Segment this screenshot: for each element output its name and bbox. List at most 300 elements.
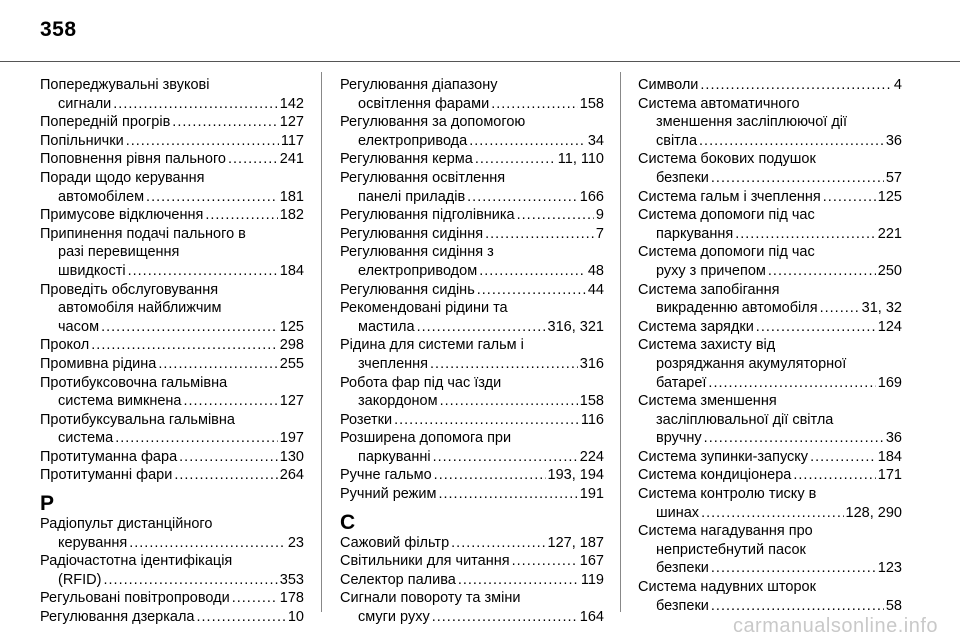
- column-divider: [620, 72, 621, 612]
- page-reference: 166: [579, 188, 604, 205]
- index-entry: [638, 578, 902, 615]
- entry-text: Радіопульт дистанційного: [40, 516, 213, 533]
- dot-leader: [469, 132, 586, 151]
- dot-leader: [174, 466, 277, 485]
- page-reference: 178: [279, 590, 304, 607]
- entry-text: Регулювання освітлення: [340, 169, 506, 186]
- entry-text: Сажовий фільтр: [340, 534, 450, 551]
- page-reference: 125: [279, 318, 304, 335]
- entry-last-line: [340, 552, 604, 571]
- index-column-3: [638, 76, 902, 615]
- entry-last-line: [638, 262, 902, 281]
- index-entry: [40, 589, 304, 608]
- page-reference: 48: [587, 262, 604, 279]
- entry-last-line: [638, 429, 902, 448]
- entry-last-line: [40, 429, 304, 448]
- page-reference: 184: [279, 262, 304, 279]
- page-reference: 127, 187: [547, 534, 604, 551]
- dot-leader: [183, 392, 277, 411]
- dot-leader: [158, 355, 277, 374]
- entry-text: Робота фар під час їзди: [340, 374, 502, 391]
- index-column-1: [40, 76, 304, 627]
- page-reference: 31, 32: [861, 300, 902, 317]
- entry-text: Попереджувальні звукові: [40, 77, 210, 93]
- index-entry: [638, 150, 902, 187]
- dot-leader: [711, 169, 884, 188]
- index-entry: [638, 76, 902, 95]
- index-entry: [340, 336, 604, 373]
- entry-text: Система допомоги під час: [638, 244, 815, 261]
- index-entry: [40, 76, 304, 113]
- index-entry: [638, 485, 902, 522]
- dot-leader: [104, 571, 278, 590]
- dot-leader: [756, 318, 876, 337]
- entry-text: (RFID): [58, 571, 102, 588]
- index-entry: [40, 411, 304, 448]
- entry-last-line: [340, 392, 604, 411]
- page-reference: 58: [885, 597, 902, 614]
- entry-text: Радіочастотна ідентифікація: [40, 553, 233, 570]
- page-reference: 44: [587, 281, 604, 298]
- page-reference: 23: [287, 534, 304, 551]
- entry-text: Регулювання керма: [340, 151, 473, 168]
- entry-last-line: [638, 169, 902, 188]
- index-entry: [340, 281, 604, 300]
- index-entry: [340, 429, 604, 466]
- dot-leader: [810, 448, 876, 467]
- entry-text: Регулювання дзеркала: [40, 609, 195, 626]
- entry-text: зменшення засліплюючої дії: [656, 114, 848, 131]
- dot-leader: [228, 150, 278, 169]
- entry-text: Ручний режим: [340, 486, 437, 503]
- entry-last-line: [40, 571, 304, 590]
- page-reference: 182: [279, 207, 304, 224]
- entry-last-line: [340, 225, 604, 244]
- column-divider: [321, 72, 322, 612]
- index-entry: [638, 206, 902, 243]
- dot-leader: [172, 113, 278, 132]
- entry-last-line: [638, 225, 902, 244]
- entry-text: безпеки: [656, 169, 709, 186]
- dot-leader: [434, 466, 546, 485]
- entry-text: світла: [656, 132, 698, 149]
- dot-leader: [113, 95, 278, 114]
- entry-text: закордоном: [358, 393, 438, 410]
- entry-text: Прокол: [40, 337, 90, 354]
- page-reference: 158: [579, 95, 604, 112]
- entry-text: Система надувних шторок: [638, 579, 816, 596]
- index-entry: [340, 411, 604, 430]
- page-reference: 34: [587, 132, 604, 149]
- page-reference: 119: [580, 571, 604, 588]
- page-reference: 117: [280, 132, 304, 149]
- page-reference: 241: [279, 151, 304, 168]
- page-reference: 123: [877, 560, 902, 577]
- index-entry: [340, 299, 604, 336]
- entry-text: Протитуманні фари: [40, 467, 173, 484]
- entry-text: Протибуксовочна гальмівна: [40, 374, 228, 391]
- entry-last-line: [340, 132, 604, 151]
- dot-leader: [179, 448, 278, 467]
- dot-leader: [491, 95, 578, 114]
- index-entry: [40, 336, 304, 355]
- index-entry: [638, 281, 902, 318]
- entry-text: паркуванні: [358, 448, 431, 465]
- page-reference: 250: [877, 262, 902, 279]
- entry-text: Розетки: [340, 411, 393, 428]
- entry-text: Система гальм і зчеплення: [638, 188, 821, 205]
- dot-leader: [451, 534, 545, 553]
- entry-last-line: [340, 281, 604, 300]
- index-entry: [340, 150, 604, 169]
- entry-text: Система бокових подушок: [638, 151, 816, 168]
- index-column-2: [340, 76, 604, 627]
- index-entry: [40, 225, 304, 281]
- dot-leader: [115, 429, 278, 448]
- page-reference: 11, 110: [557, 151, 604, 168]
- entry-text: Протитуманна фара: [40, 448, 178, 465]
- dot-leader: [704, 429, 884, 448]
- index-entry: [40, 281, 304, 337]
- dot-leader: [432, 608, 578, 627]
- entry-text: Система запобігання: [638, 281, 780, 298]
- dot-leader: [128, 262, 278, 281]
- dot-leader: [711, 597, 884, 616]
- dot-leader: [479, 262, 586, 281]
- entry-last-line: [40, 589, 304, 608]
- entry-text: руху з причепом: [656, 262, 766, 279]
- entry-last-line: [340, 485, 604, 504]
- dot-leader: [440, 392, 578, 411]
- entry-text: Припинення подачі пального в: [40, 225, 246, 242]
- entry-text: засліплювальної дії світла: [656, 411, 834, 428]
- dot-leader: [485, 225, 594, 244]
- entry-last-line: [340, 206, 604, 225]
- entry-text: Система зменшення: [638, 393, 777, 410]
- entry-text: швидкості: [58, 262, 126, 279]
- entry-text: керування: [58, 534, 128, 551]
- index-entry: [40, 374, 304, 411]
- entry-text: непристебнутий пасок: [656, 541, 806, 558]
- entry-text: Система кондиціонера: [638, 467, 792, 484]
- dot-leader: [438, 485, 577, 504]
- entry-last-line: [340, 448, 604, 467]
- entry-text: Система допомоги під час: [638, 207, 815, 224]
- entry-last-line: [638, 299, 902, 318]
- entry-last-line: [40, 206, 304, 225]
- page-reference: 184: [877, 448, 902, 465]
- entry-text: шинах: [656, 504, 700, 521]
- entry-text: система: [58, 430, 114, 447]
- dot-leader: [820, 299, 860, 318]
- page-reference: 127: [279, 393, 304, 410]
- entry-last-line: [40, 262, 304, 281]
- entry-last-line: [40, 188, 304, 207]
- index-entry: [638, 466, 902, 485]
- entry-text: Система зарядки: [638, 318, 754, 335]
- page-reference: 9: [595, 207, 604, 224]
- dot-leader: [517, 206, 594, 225]
- dot-leader: [196, 608, 285, 627]
- index-entry: [40, 169, 304, 206]
- dot-leader: [91, 336, 278, 355]
- index-entry: [40, 132, 304, 151]
- entry-text: автомобілем: [58, 188, 145, 205]
- page-reference: 255: [279, 355, 304, 372]
- entry-text: Рідина для системи гальм і: [340, 337, 524, 354]
- entry-text: часом: [58, 318, 100, 335]
- entry-last-line: [340, 262, 604, 281]
- entry-last-line: [638, 76, 902, 95]
- entry-text: зчеплення: [358, 355, 429, 372]
- index-entry: [40, 113, 304, 132]
- entry-last-line: [340, 318, 604, 337]
- entry-text: автомобіля найближчим: [58, 300, 222, 317]
- entry-text: Селектор палива: [340, 571, 456, 588]
- entry-text: система вимкнена: [58, 393, 182, 410]
- entry-text: сигнали: [58, 95, 112, 112]
- entry-last-line: [40, 336, 304, 355]
- entry-text: мастила: [358, 318, 415, 335]
- page-reference: 7: [595, 225, 604, 242]
- dot-leader: [735, 225, 876, 244]
- entry-last-line: [340, 466, 604, 485]
- page-reference: 36: [885, 132, 902, 149]
- entry-text: Попільнички: [40, 132, 124, 149]
- entry-text: Регулювання сидіння з: [340, 244, 494, 261]
- dot-leader: [146, 188, 278, 207]
- entry-text: Регулювання діапазону: [340, 77, 498, 93]
- dot-leader: [394, 411, 579, 430]
- index-entry: [40, 608, 304, 627]
- page-reference: 264: [279, 467, 304, 484]
- index-entry: [40, 552, 304, 589]
- entry-text: Система захисту від: [638, 337, 776, 354]
- dot-leader: [129, 534, 286, 553]
- entry-last-line: [638, 188, 902, 207]
- index-entry: [340, 225, 604, 244]
- page-reference: 298: [279, 337, 304, 354]
- entry-last-line: [340, 188, 604, 207]
- entry-text: Розширена допомога при: [340, 430, 512, 447]
- dot-leader: [477, 281, 586, 300]
- entry-text: Поповнення рівня пального: [40, 151, 226, 168]
- dot-leader: [512, 552, 578, 571]
- index-entry: [638, 448, 902, 467]
- entry-last-line: [40, 534, 304, 553]
- page-reference: 36: [885, 430, 902, 447]
- entry-last-line: [40, 150, 304, 169]
- entry-text: Регулювання за допомогою: [340, 114, 526, 131]
- index-entry: [340, 76, 604, 113]
- page-reference: 224: [579, 448, 604, 465]
- page-reference: 124: [877, 318, 902, 335]
- dot-leader: [768, 262, 876, 281]
- index-entry: [40, 150, 304, 169]
- page-reference: 197: [279, 430, 304, 447]
- entry-text: безпеки: [656, 597, 709, 614]
- dot-leader: [232, 589, 278, 608]
- page-reference: 193, 194: [547, 467, 604, 484]
- entry-text: Рекомендовані рідини та: [340, 300, 508, 317]
- page-reference: 164: [579, 609, 604, 626]
- entry-text: панелі приладів: [358, 188, 466, 205]
- entry-text: розряджання акумуляторної: [656, 355, 847, 372]
- page-reference: 130: [279, 448, 304, 465]
- entry-text: Система автоматичного: [638, 95, 800, 112]
- dot-leader: [430, 355, 578, 374]
- index-entry: [40, 448, 304, 467]
- entry-text: Сигнали повороту та зміни: [340, 590, 521, 607]
- page-reference: 353: [279, 571, 304, 588]
- dot-leader: [205, 206, 277, 225]
- index-entry: [638, 243, 902, 280]
- entry-last-line: [340, 411, 604, 430]
- index-entry: [340, 485, 604, 504]
- entry-text: Ручне гальмо: [340, 467, 432, 484]
- index-entry: [40, 515, 304, 552]
- section-letter: С: [340, 510, 356, 534]
- section-letter: Р: [40, 492, 55, 516]
- dot-leader: [417, 318, 546, 337]
- entry-last-line: [340, 95, 604, 114]
- entry-text: Протибуксувальна гальмівна: [40, 411, 235, 428]
- dot-leader: [467, 188, 578, 207]
- index-entry: [40, 355, 304, 374]
- page-reference: 125: [877, 188, 902, 205]
- entry-last-line: [40, 113, 304, 132]
- index-entry: [638, 318, 902, 337]
- entry-last-line: [638, 597, 902, 616]
- entry-text: смуги руху: [358, 609, 430, 626]
- entry-text: Система контролю тиску в: [638, 486, 817, 503]
- entry-text: Система нагадування про: [638, 523, 813, 540]
- index-entry: [340, 169, 604, 206]
- index-entry: [638, 95, 902, 151]
- dot-leader: [700, 76, 892, 95]
- dot-leader: [458, 571, 579, 590]
- entry-text: викраденню автомобіля: [656, 300, 818, 317]
- page-reference: 4: [893, 77, 902, 93]
- index-entry: [40, 206, 304, 225]
- entry-last-line: [340, 534, 604, 553]
- entry-text: електроприводом: [358, 262, 478, 279]
- dot-leader: [475, 150, 556, 169]
- entry-text: Символи: [638, 77, 699, 93]
- watermark: carmanualsonline.info: [732, 615, 938, 637]
- entry-last-line: [40, 95, 304, 114]
- dot-leader: [701, 504, 843, 523]
- index-entry: [340, 374, 604, 411]
- entry-last-line: [340, 571, 604, 590]
- page-reference: 316, 321: [547, 318, 604, 335]
- page-reference: 316: [579, 355, 604, 372]
- index-entry: [340, 243, 604, 280]
- page-reference: 167: [579, 553, 604, 570]
- page-reference: 191: [579, 486, 604, 503]
- entry-text: електропривода: [358, 132, 468, 149]
- dot-leader: [699, 132, 884, 151]
- index-entry: [340, 534, 604, 553]
- entry-text: разі перевищення: [58, 244, 180, 261]
- index-entry: [340, 589, 604, 626]
- entry-last-line: [638, 318, 902, 337]
- index-entry: [638, 188, 902, 207]
- index-entry: [340, 113, 604, 150]
- entry-last-line: [638, 374, 902, 393]
- entry-text: Примусове відключення: [40, 207, 204, 224]
- entry-last-line: [638, 466, 902, 485]
- dot-leader: [711, 559, 876, 578]
- entry-last-line: [40, 132, 304, 151]
- entry-last-line: [340, 150, 604, 169]
- dot-leader: [823, 188, 876, 207]
- page-reference: 221: [877, 225, 902, 242]
- page-reference: 171: [877, 467, 902, 484]
- entry-text: Регулювання підголівника: [340, 207, 515, 224]
- index-entry: [340, 571, 604, 590]
- entry-text: Світильники для читання: [340, 553, 510, 570]
- page-number: 358: [40, 18, 77, 41]
- page-reference: 116: [580, 411, 604, 428]
- entry-text: вручну: [656, 430, 702, 447]
- entry-text: Регулювання сидінь: [340, 281, 475, 298]
- index-entry: [638, 336, 902, 392]
- entry-text: безпеки: [656, 560, 709, 577]
- dot-leader: [793, 466, 875, 485]
- page-reference: 127: [279, 114, 304, 131]
- page-reference: 128, 290: [845, 504, 902, 521]
- entry-last-line: [40, 318, 304, 337]
- entry-text: Промивна рідина: [40, 355, 157, 372]
- index-entry: [638, 522, 902, 578]
- dot-leader: [433, 448, 578, 467]
- dot-leader: [126, 132, 279, 151]
- entry-last-line: [638, 132, 902, 151]
- entry-text: Регульовані повітропроводи: [40, 590, 230, 607]
- page-reference: 10: [287, 609, 304, 626]
- entry-last-line: [340, 355, 604, 374]
- entry-last-line: [40, 355, 304, 374]
- entry-text: батареї: [656, 374, 707, 391]
- entry-text: Система зупинки-запуску: [638, 448, 809, 465]
- page-reference: 57: [885, 169, 902, 186]
- index-entry: [340, 466, 604, 485]
- dot-leader: [708, 374, 875, 393]
- entry-last-line: [40, 392, 304, 411]
- index-entry: [638, 392, 902, 448]
- entry-text: Проведіть обслуговування: [40, 281, 219, 298]
- entry-text: Попередній прогрів: [40, 114, 171, 131]
- entry-last-line: [638, 504, 902, 523]
- index-entry: [340, 552, 604, 571]
- entry-last-line: [638, 559, 902, 578]
- entry-last-line: [340, 608, 604, 627]
- page-reference: 158: [579, 393, 604, 410]
- entry-last-line: [40, 608, 304, 627]
- page-reference: 169: [877, 374, 902, 391]
- entry-last-line: [40, 448, 304, 467]
- entry-text: Регулювання сидіння: [340, 225, 484, 242]
- index-entry: [340, 206, 604, 225]
- page-reference: 142: [279, 95, 304, 112]
- header-rule: [0, 61, 960, 62]
- entry-last-line: [40, 466, 304, 485]
- entry-text: Поради щодо керування: [40, 169, 205, 186]
- entry-last-line: [638, 448, 902, 467]
- entry-text: паркування: [656, 225, 734, 242]
- entry-text: освітлення фарами: [358, 95, 490, 112]
